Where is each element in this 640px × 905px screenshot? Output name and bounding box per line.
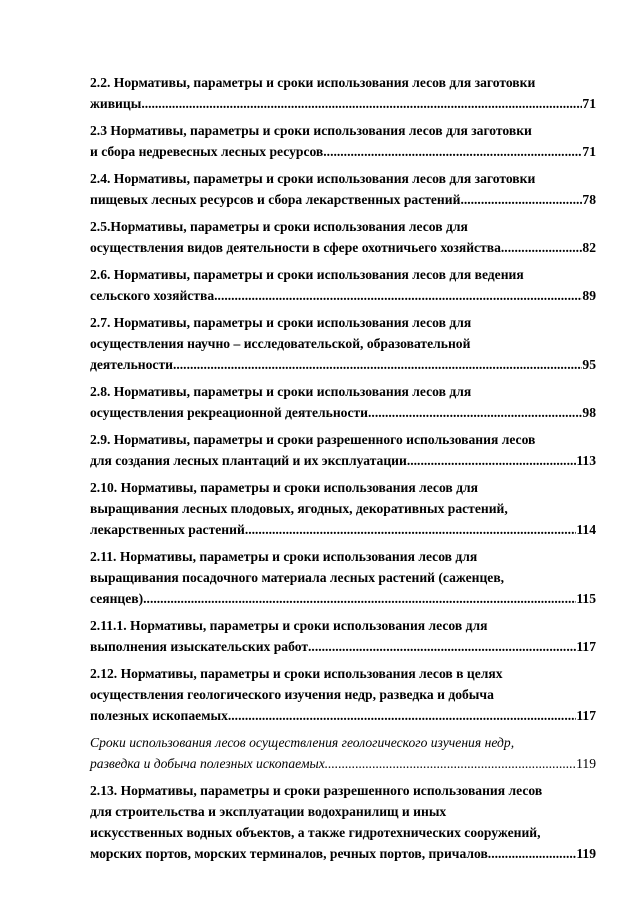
- dot-leader: [228, 705, 576, 726]
- toc-entry-last-line: [90, 588, 596, 609]
- dot-leader: [460, 189, 582, 210]
- toc-entry-line: 2.11. Нормативы, параметры и сроки использования лесов для: [90, 549, 478, 564]
- dot-leader: [407, 450, 577, 471]
- toc-entry-text: для создания лесных плантаций и их эксплуатации: [90, 453, 407, 468]
- toc-entry-text: лекарственных растений: [90, 522, 245, 537]
- toc-entry-last-line: [90, 519, 596, 540]
- toc-entry-line: 2.7. Нормативы, параметры и сроки использования лесов для: [90, 315, 472, 330]
- toc-page-number: 82: [582, 240, 596, 255]
- toc-entry-text: полезных ископаемых: [90, 708, 228, 723]
- dot-leader: [501, 237, 583, 258]
- toc-entry[interactable]: [90, 168, 596, 210]
- toc-entry-line: 2.8. Нормативы, параметры и сроки использования лесов для: [90, 384, 472, 399]
- toc-page-number: 95: [582, 357, 596, 372]
- toc-entry-text: живицы: [90, 96, 142, 111]
- toc-entry-line: 2.11.1. Нормативы, параметры и сроки использования лесов для: [90, 618, 488, 633]
- toc-entry-text: морских портов, морских терминалов, речных портов, причалов: [90, 846, 488, 861]
- toc-entry-last-line: [90, 843, 596, 864]
- toc-entry-line: 2.9. Нормативы, параметры и сроки разрешенного использования лесов: [90, 432, 536, 447]
- toc-entry-line: 2.13. Нормативы, параметры и сроки разрешенного использования лесов: [90, 783, 543, 798]
- toc-entry-text: сельского хозяйства: [90, 288, 215, 303]
- toc-entry-text: осуществления видов деятельности в сфере охотничьего хозяйства: [90, 240, 501, 255]
- toc-entry-last-line: [90, 93, 596, 114]
- toc-entry-text: сеянцев): [90, 591, 144, 606]
- toc-entry-last-line: [90, 705, 596, 726]
- toc-entry-line: 2.6. Нормативы, параметры и сроки использования лесов для ведения: [90, 267, 524, 282]
- toc-page-number: 117: [576, 708, 596, 723]
- toc-entry-line: 2.3 Нормативы, параметры и сроки использования лесов для заготовки: [90, 123, 532, 138]
- toc-page-number: 114: [576, 522, 596, 537]
- toc-page-number: 117: [576, 639, 596, 654]
- toc-entry-last-line: [90, 189, 596, 210]
- toc-entry-last-line: [90, 450, 596, 471]
- toc-entry[interactable]: [90, 429, 596, 471]
- toc-entry-line: осуществления геологического изучения недр, разведка и добыча: [90, 687, 494, 702]
- toc-entry[interactable]: [90, 72, 596, 114]
- toc-entry-last-line: [90, 237, 596, 258]
- dot-leader: [325, 753, 576, 774]
- toc-entry[interactable]: [90, 615, 596, 657]
- toc-page-number: 89: [582, 288, 596, 303]
- toc-entry-line: 2.12. Нормативы, параметры и сроки использования лесов в целях: [90, 666, 503, 681]
- toc-entry-line: осуществления научно – исследовательской, образовательной: [90, 336, 471, 351]
- toc-entry[interactable]: [90, 264, 596, 306]
- toc-page-number: 71: [582, 96, 596, 111]
- toc-entry-line: 2.10. Нормативы, параметры и сроки использования лесов для: [90, 480, 479, 495]
- toc-entry-line: для строительства и эксплуатации водохранилищ и иных: [90, 804, 447, 819]
- toc-page-number: 119: [576, 756, 596, 771]
- dot-leader: [488, 843, 577, 864]
- toc-entry-last-line: [90, 285, 596, 306]
- toc-page-number: 115: [576, 591, 596, 606]
- toc-entry-line: Сроки использования лесов осуществления геологического изучения недр,: [90, 735, 515, 750]
- toc-entry-last-line: [90, 753, 596, 774]
- toc-entry-text: пищевых лесных ресурсов и сбора лекарственных растений: [90, 192, 461, 207]
- toc-entry-last-line: [90, 354, 596, 375]
- toc-entry-last-line: [90, 141, 596, 162]
- toc-page-number: 71: [582, 144, 596, 159]
- toc-entry[interactable]: [90, 780, 596, 864]
- dot-leader: [308, 636, 576, 657]
- toc-entry[interactable]: [90, 381, 596, 423]
- toc-entry-line: 2.2. Нормативы, параметры и сроки использования лесов для заготовки: [90, 75, 536, 90]
- toc-entry[interactable]: [90, 663, 596, 726]
- dot-leader: [368, 402, 582, 423]
- toc-page-number: 113: [576, 453, 596, 468]
- toc-entry-text: выполнения изыскательских работ: [90, 639, 309, 654]
- toc-entry-text: деятельности: [90, 357, 173, 372]
- table-of-contents: [90, 72, 596, 870]
- toc-entry-last-line: [90, 636, 596, 657]
- toc-page-number: 98: [582, 405, 596, 420]
- dot-leader: [141, 93, 582, 114]
- toc-entry[interactable]: [90, 732, 596, 774]
- toc-entry[interactable]: [90, 477, 596, 540]
- toc-entry-line: 2.5.Нормативы, параметры и сроки использования лесов для: [90, 219, 468, 234]
- dot-leader: [173, 354, 582, 375]
- toc-entry-last-line: [90, 402, 596, 423]
- toc-entry-text: осуществления рекреационной деятельности: [90, 405, 369, 420]
- dot-leader: [323, 141, 582, 162]
- toc-entry[interactable]: [90, 216, 596, 258]
- toc-entry-line: искусственных водных объектов, а также гидротехнических сооружений,: [90, 825, 541, 840]
- toc-page-number: 78: [582, 192, 596, 207]
- toc-entry-line: 2.4. Нормативы, параметры и сроки использования лесов для заготовки: [90, 171, 536, 186]
- dot-leader: [245, 519, 577, 540]
- toc-page-number: 119: [576, 846, 596, 861]
- toc-entry-text: разведка и добыча полезных ископаемых: [90, 756, 325, 771]
- toc-entry-line: выращивания лесных плодовых, ягодных, декоративных растений,: [90, 501, 508, 516]
- dot-leader: [214, 285, 582, 306]
- toc-entry-text: и сбора недревесных лесных ресурсов: [90, 144, 324, 159]
- toc-entry[interactable]: [90, 120, 596, 162]
- toc-entry[interactable]: [90, 546, 596, 609]
- toc-entry-line: выращивания посадочного материала лесных растений (саженцев,: [90, 570, 505, 585]
- dot-leader: [143, 588, 576, 609]
- toc-entry[interactable]: [90, 312, 596, 375]
